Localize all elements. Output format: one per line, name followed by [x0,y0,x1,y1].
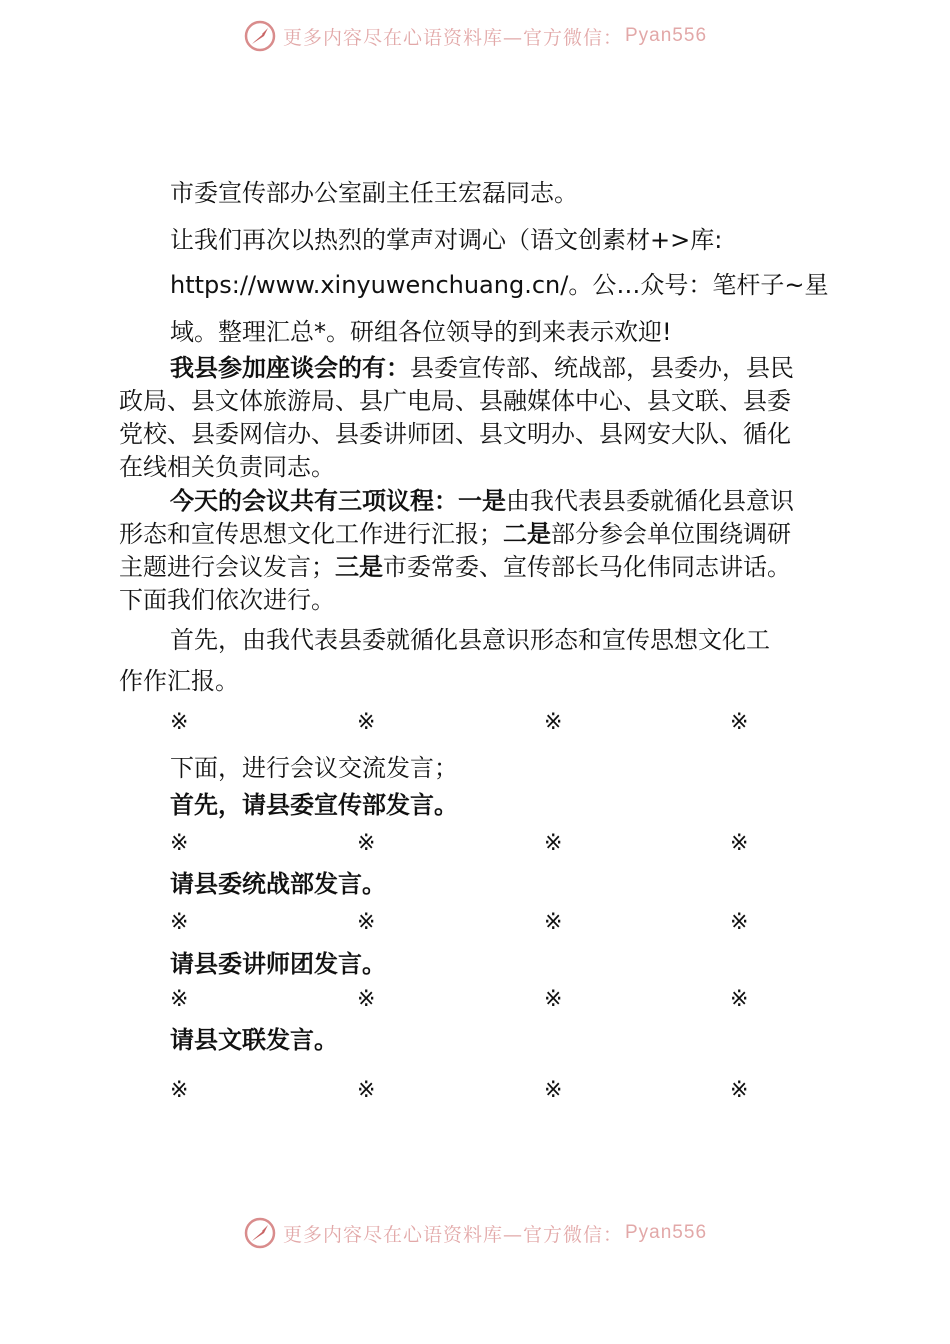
separator-mark: ※ [170,987,189,1012]
speaker-call: 请县委统战部发言。 [170,870,386,898]
section-separator [170,1076,830,1106]
separator-mark: ※ [544,831,563,856]
section-separator [170,985,830,1015]
paragraph-line: 下面我们依次进行。 [119,586,335,614]
bold-lead: 今天的会议共有三项议程： [170,487,458,515]
paragraph-line: 域。整理汇总*。研组各位领导的到来表示欢迎! [170,318,672,346]
separator-mark: ※ [730,1078,749,1103]
speaker-call: 请县委讲师团发言。 [170,950,386,978]
separator-mark: ※ [170,1078,189,1103]
separator-mark: ※ [544,710,563,735]
separator-mark: ※ [730,910,749,935]
separator-mark: ※ [170,710,189,735]
paragraph-line: https://www.xinyuwenchuang.cn/。公…众号：笔杆子~星 [170,271,829,299]
agenda-text: 形态和宣传思想文化工作进行汇报； [119,520,503,548]
agenda-text: 主题进行会议发言； [119,553,335,581]
watermark-text: 更多内容尽在心语资料库—官方微信： [282,1223,623,1246]
speaker-call: 请县文联发言。 [170,1026,338,1054]
agenda-line [119,518,791,550]
section-separator [170,829,830,859]
bold-lead: 我县参加座谈会的有： [170,354,410,382]
attendees-line [170,352,794,384]
paragraph-line: 党校、县委网信办、县委讲师团、县文明办、县网安大队、循化 [119,420,791,448]
separator-mark: ※ [730,710,749,735]
footer-watermark [0,1213,950,1253]
agenda-item-3-label: 三是 [335,553,383,581]
separator-mark: ※ [357,987,376,1012]
paragraph-line: 下面，进行会议交流发言； [170,754,458,782]
separator-mark: ※ [357,910,376,935]
speaker-call: 首先，请县委宣传部发言。 [170,791,458,819]
separator-mark: ※ [170,831,189,856]
quill-logo-icon [243,1216,277,1250]
section-separator [170,908,830,938]
separator-mark: ※ [544,1078,563,1103]
watermark-text: 更多内容尽在心语资料库—官方微信： [282,26,623,49]
agenda-item-1-text: 由我代表县委就循化县意识 [506,487,794,515]
paragraph-line: 首先，由我代表县委就循化县意识形态和宣传思想文化工 [170,626,770,654]
separator-mark: ※ [544,987,563,1012]
paragraph-line: 在线相关负责同志。 [119,453,335,481]
paragraph-line: 市委宣传部办公室副主任王宏磊同志。 [170,179,578,207]
agenda-line [170,485,794,517]
quill-logo-icon [243,19,277,53]
watermark-wechat-id: Pyan556 [625,1222,708,1243]
agenda-line [119,551,791,583]
separator-mark: ※ [544,910,563,935]
agenda-item-2-text: 部分参会单位围绕调研 [551,520,791,548]
separator-mark: ※ [357,831,376,856]
separator-mark: ※ [730,831,749,856]
agenda-item-2-label: 二是 [503,520,551,548]
separator-mark: ※ [170,910,189,935]
attendees-text: 县委宣传部、统战部，县委办，县民 [410,354,794,382]
separator-mark: ※ [730,987,749,1012]
paragraph-line: 让我们再次以热烈的掌声对调心（语文创素材+>库: [170,226,723,254]
agenda-item-3-text: 市委常委、宣传部长马化伟同志讲话。 [383,553,791,581]
watermark-wechat-id: Pyan556 [625,25,708,46]
paragraph-line: 政局、县文体旅游局、县广电局、县融媒体中心、县文联、县委 [119,387,791,415]
separator-mark: ※ [357,1078,376,1103]
section-separator [170,708,830,738]
paragraph-line: 作作汇报。 [119,667,239,695]
agenda-item-1-label: 一是 [458,487,506,515]
separator-mark: ※ [357,710,376,735]
header-watermark [0,16,950,56]
